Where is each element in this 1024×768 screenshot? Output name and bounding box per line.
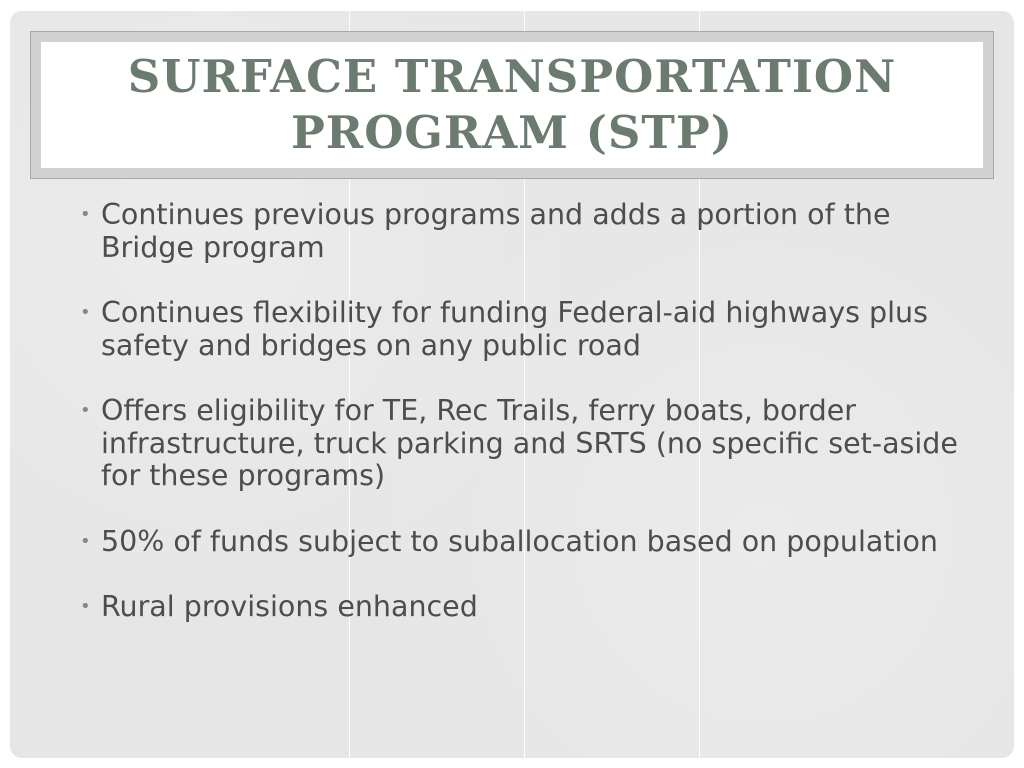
bullet-item	[74, 526, 974, 559]
slide-title-line-1: SURFACE TRANSPORTATION	[127, 50, 897, 103]
bullet-icon: •	[80, 400, 91, 421]
bullet-text: Offers eligibility for TE, Rec Trails, ferry boats, border infrastructure, truck parking and SRTS (no specific set-aside for these programs)	[101, 394, 958, 492]
bullet-text: Continues previous programs and adds a portion of the Bridge program	[101, 198, 891, 264]
bullet-icon: •	[80, 530, 91, 552]
bullet-icon: •	[80, 596, 91, 617]
bullet-list	[74, 199, 974, 657]
slide-title-line-2: PROGRAM (STP)	[290, 106, 734, 159]
bullet-item	[74, 297, 974, 362]
bullet-text: 50% of funds subject to suballocation based on population	[101, 524, 938, 558]
bullet-item	[74, 591, 974, 624]
bullet-icon: •	[80, 204, 91, 225]
bullet-icon: •	[80, 302, 91, 323]
bullet-item	[74, 199, 974, 264]
title-frame	[30, 31, 994, 179]
bullet-item	[74, 395, 974, 493]
bullet-text: Continues flexibility for funding Federal-aid highways plus safety and bridges on any public road	[101, 296, 928, 362]
title-box	[41, 42, 983, 168]
bullet-text: Rural provisions enhanced	[101, 590, 478, 623]
slide-panel	[10, 11, 1014, 758]
